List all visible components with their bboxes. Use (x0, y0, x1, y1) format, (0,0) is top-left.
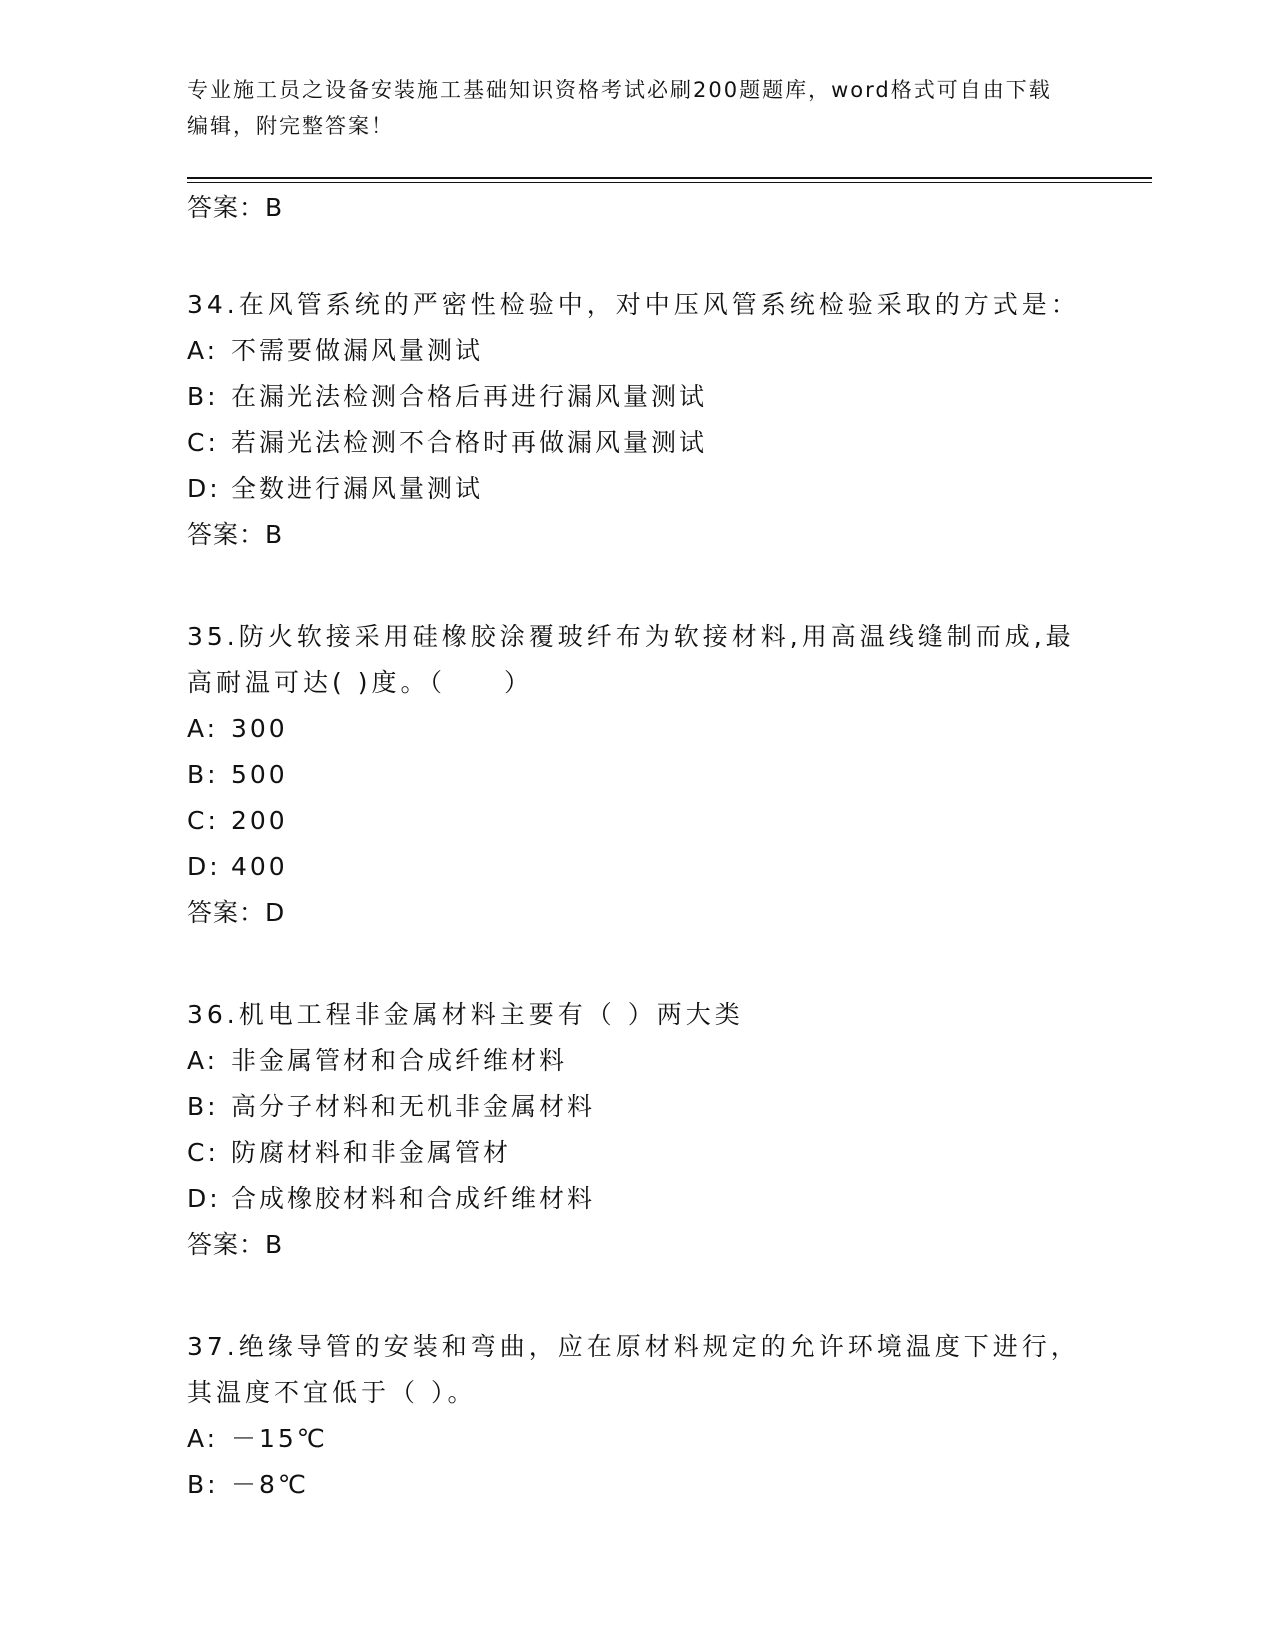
option-key: D: (187, 852, 221, 881)
option-c (187, 420, 1087, 466)
option-b (187, 752, 1087, 798)
option-text: 400 (231, 852, 288, 881)
option-key: D: (187, 474, 221, 503)
option-c (187, 798, 1087, 844)
option-a (187, 706, 1087, 752)
header-rule-thick (187, 177, 1152, 179)
question-stem: 35.防火软接采用硅橡胶涂覆玻纤布为软接材料,用高温线缝制而成,最高耐温可达( )度。（ ） (187, 622, 1075, 697)
option-key: A: (187, 714, 219, 743)
option-text: 防腐材料和非金属管材 (231, 1138, 512, 1167)
option-key: C: (187, 1138, 219, 1167)
option-a (187, 1416, 1087, 1462)
question-36 (187, 992, 1087, 1268)
answer-line: 答案：B (187, 1230, 284, 1259)
option-key: D: (187, 1184, 221, 1213)
option-text: －8℃ (231, 1470, 309, 1499)
option-text: 300 (231, 714, 288, 743)
header-rule-thin (187, 182, 1152, 183)
option-text: 高分子材料和无机非金属材料 (231, 1092, 596, 1121)
option-key: B: (187, 1092, 219, 1121)
option-b (187, 374, 1087, 420)
option-a (187, 1038, 1087, 1084)
option-a (187, 328, 1087, 374)
option-text: 合成橡胶材料和合成纤维材料 (231, 1184, 596, 1213)
option-text: 全数进行漏风量测试 (231, 474, 484, 503)
answer-line: 答案：B (187, 520, 284, 549)
option-d (187, 1176, 1087, 1222)
option-text: 若漏光法检测不合格时再做漏风量测试 (231, 428, 708, 457)
option-text: －15℃ (231, 1424, 328, 1453)
option-text: 在漏光法检测合格后再进行漏风量测试 (231, 382, 708, 411)
option-key: B: (187, 382, 219, 411)
option-d (187, 466, 1087, 512)
option-text: 500 (231, 760, 288, 789)
option-text: 不需要做漏风量测试 (231, 336, 484, 365)
question-37 (187, 1324, 1087, 1508)
question-list (187, 190, 1087, 1508)
option-key: B: (187, 1470, 219, 1499)
option-b (187, 1084, 1087, 1130)
answer-line: 答案：B (187, 193, 284, 222)
option-text: 非金属管材和合成纤维材料 (231, 1046, 568, 1075)
option-key: C: (187, 806, 219, 835)
question-stem: 37.绝缘导管的安装和弯曲，应在原材料规定的允许环境温度下进行，其温度不宜低于（ ）。 (187, 1332, 1080, 1407)
option-text: 200 (231, 806, 288, 835)
option-key: C: (187, 428, 219, 457)
question-stem: 34.在风管系统的严密性检验中，对中压风管系统检验采取的方式是： (187, 290, 1080, 319)
question-35 (187, 614, 1087, 936)
option-b (187, 1462, 1087, 1508)
option-key: A: (187, 1046, 219, 1075)
option-key: A: (187, 336, 219, 365)
document-header: 专业施工员之设备安装施工基础知识资格考试必刷200题题库，word格式可自由下载编辑，附完整答案！ (187, 78, 1052, 138)
answer-line: 答案：D (187, 898, 286, 927)
option-d (187, 844, 1087, 890)
option-c (187, 1130, 1087, 1176)
question-34 (187, 282, 1087, 558)
option-key: B: (187, 760, 219, 789)
question-stem: 36.机电工程非金属材料主要有（ ）两大类 (187, 1000, 744, 1029)
option-key: A: (187, 1424, 219, 1453)
